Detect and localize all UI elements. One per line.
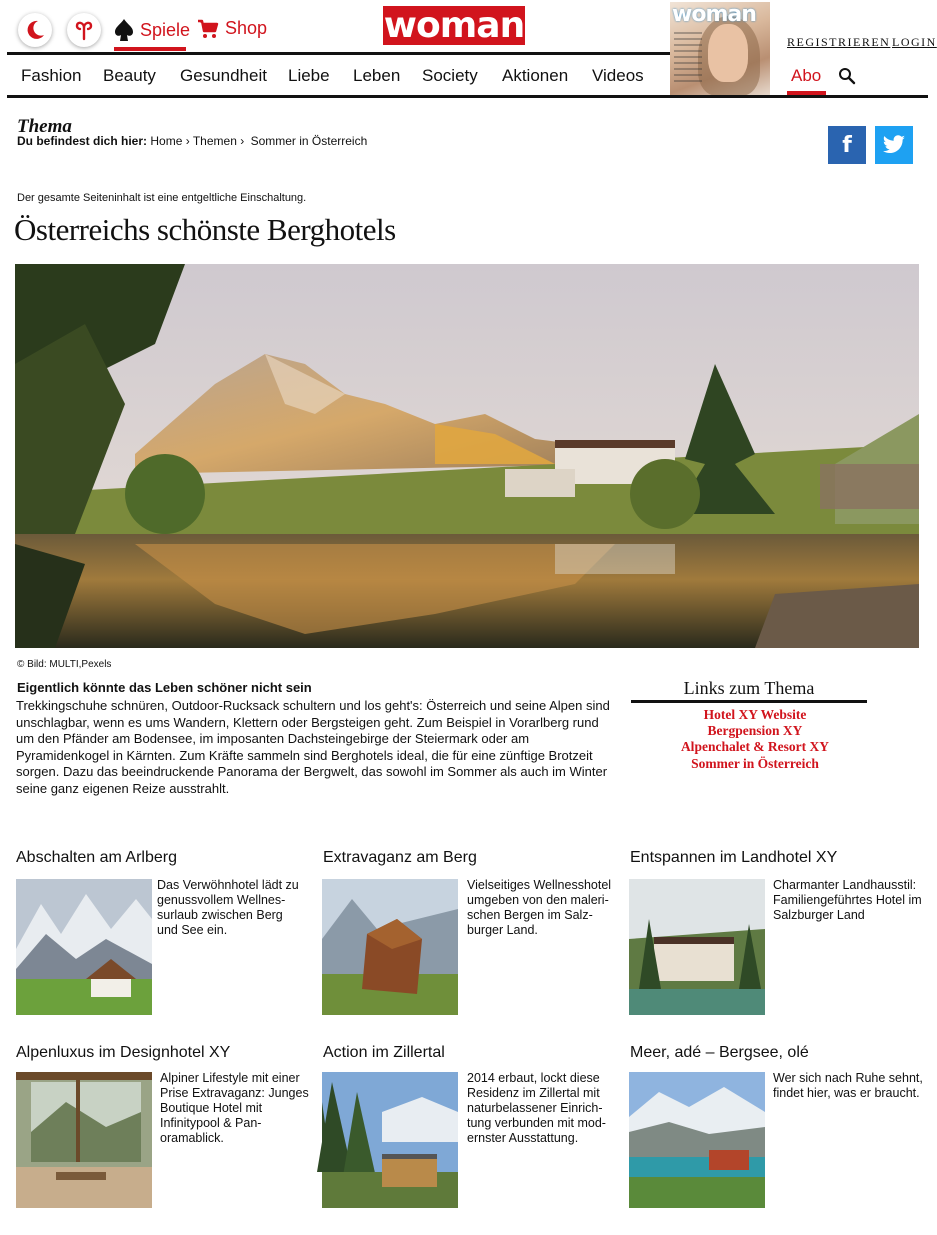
card-title[interactable]: Alpenluxus im Designhotel XY xyxy=(16,1044,231,1061)
hero-image xyxy=(15,264,919,648)
links-list xyxy=(631,707,879,772)
breadcrumb-home[interactable]: Home xyxy=(150,134,183,148)
magazine-cover[interactable] xyxy=(670,2,770,96)
moon-button[interactable] xyxy=(18,13,52,47)
twitter-share-button[interactable] xyxy=(875,126,913,164)
nav-item-society[interactable]: Society xyxy=(422,66,478,85)
card-image[interactable] xyxy=(322,879,458,1015)
card-title[interactable]: Extravaganz am Berg xyxy=(323,849,477,866)
breadcrumb-current: Sommer in Österreich xyxy=(250,134,368,148)
cover-title: woman xyxy=(672,2,756,27)
card-title[interactable]: Action im Zillertal xyxy=(323,1044,445,1061)
card-description: 2014 erbaut, lockt diese Residenz im Zillertal mit naturbelassener Einrich-tung verbunden mit mod-ernster Ausstattung. xyxy=(467,1071,606,1145)
nav-item-leben[interactable]: Leben xyxy=(353,66,401,85)
section-title: Thema xyxy=(17,116,72,137)
twitter-icon xyxy=(882,135,906,155)
cover-headlines xyxy=(674,32,702,82)
card-title[interactable]: Abschalten am Arlberg xyxy=(16,849,177,866)
horoscope-button[interactable] xyxy=(67,13,101,47)
links-item[interactable]: Hotel XY Website xyxy=(703,707,807,722)
moon-icon xyxy=(24,19,46,41)
breadcrumb xyxy=(17,134,367,148)
links-item[interactable]: Sommer in Österreich xyxy=(691,755,819,771)
spiele-underline xyxy=(114,47,186,51)
breadcrumb-themen[interactable]: Themen xyxy=(192,134,237,148)
card-image[interactable] xyxy=(629,879,765,1015)
links-divider xyxy=(631,700,867,703)
nav-item-videos[interactable]: Videos xyxy=(592,66,644,85)
login-link[interactable]: LOGIN xyxy=(892,35,937,49)
card-image[interactable] xyxy=(322,1072,458,1208)
breadcrumb-separator: › xyxy=(240,134,245,148)
card-description: Wer sich nach Ruhe sehnt, findet hier, was er braucht. xyxy=(773,1071,923,1100)
breadcrumb-prefix: Du befindest dich hier: xyxy=(17,134,148,148)
card-title[interactable]: Entspannen im Landhotel XY xyxy=(630,849,838,866)
image-credit: © Bild: MULTI,Pexels xyxy=(17,659,112,670)
lead-body: Trekkingschuhe schnüren, Outdoor-Rucksack schultern und los geht's: Österreich und seine Alpen sind unschlagbar, wenn es ums Wandern, Klettern oder Bergsteigen geht. Zum Beispiel in Vorarlberg rund um den Pfänder am Bodensee, im imposanten Dachsteingebirge der Steiermark oder am Pyramidenkogel in Kärnten. Zum Kräfte sammeln sind Berghotels ideal, die für eine zünftige Brotzeit sorgen. Dazu das beeindruckende Panorama der Bergwelt, das sowohl im Sommer als auch im Winter seine ganz eigenen Reize ausstrahlt. xyxy=(16,698,610,796)
card-description: Vielseitiges Wellnesshotel umgeben von den maleri-schen Bergen im Salz-burger Land. xyxy=(467,878,612,937)
search-icon[interactable] xyxy=(838,67,856,85)
nav-item-aktionen[interactable]: Aktionen xyxy=(502,66,569,85)
spade-icon xyxy=(114,18,134,42)
aries-icon xyxy=(73,19,95,41)
card-image[interactable] xyxy=(16,879,152,1015)
lead-title: Eigentlich könnte das Leben schöner nicht sein xyxy=(17,680,312,695)
card-title[interactable]: Meer, adé – Bergsee, olé xyxy=(630,1044,809,1061)
spiele-link[interactable] xyxy=(114,18,190,42)
nav-item-liebe[interactable]: Liebe xyxy=(288,66,330,85)
nav-item-abo[interactable]: Abo xyxy=(791,66,822,85)
nav-item-gesundheit[interactable]: Gesundheit xyxy=(180,66,267,85)
page-title: Österreichs schönste Berghotels xyxy=(14,212,396,247)
mountain-lake-illustration xyxy=(15,264,919,648)
card-image[interactable] xyxy=(629,1072,765,1208)
register-link[interactable]: REGISTRIEREN xyxy=(787,35,891,49)
cart-icon xyxy=(197,19,219,39)
links-item[interactable]: Bergpension XY xyxy=(707,723,803,739)
shop-link[interactable] xyxy=(197,18,267,39)
cover-face xyxy=(708,24,748,82)
spiele-label: Spiele xyxy=(140,19,191,40)
shop-label: Shop xyxy=(225,18,268,38)
nav-item-fashion[interactable]: Fashion xyxy=(21,66,82,85)
card-description: Alpiner Lifestyle mit einer Prise Extravaganz: Junges Boutique Hotel mit Infinitypool & Pan-oramablick. xyxy=(160,1071,309,1145)
facebook-icon: f xyxy=(842,132,852,158)
woman-logo[interactable]: woman xyxy=(383,5,525,46)
links-title: Links zum Thema xyxy=(683,678,815,698)
nav-divider xyxy=(7,95,928,98)
links-item[interactable]: Alpenchalet & Resort XY xyxy=(680,739,830,755)
card-description: Das Verwöhnhotel lädt zu genussvollem Wellnes-surlaub zwischen Berg und See ein. xyxy=(157,878,299,937)
breadcrumb-separator: › xyxy=(185,134,190,148)
card-image[interactable] xyxy=(16,1072,152,1208)
top-divider xyxy=(7,52,671,55)
facebook-share-button[interactable] xyxy=(828,126,866,164)
nav-item-beauty[interactable]: Beauty xyxy=(103,66,156,85)
sponsored-notice: Der gesamte Seiteninhalt ist eine entgeltliche Einschaltung. xyxy=(17,192,307,204)
card-description: Charmanter Landhausstil: Familiengeführtes Hotel im Salzburger Land xyxy=(773,878,922,922)
